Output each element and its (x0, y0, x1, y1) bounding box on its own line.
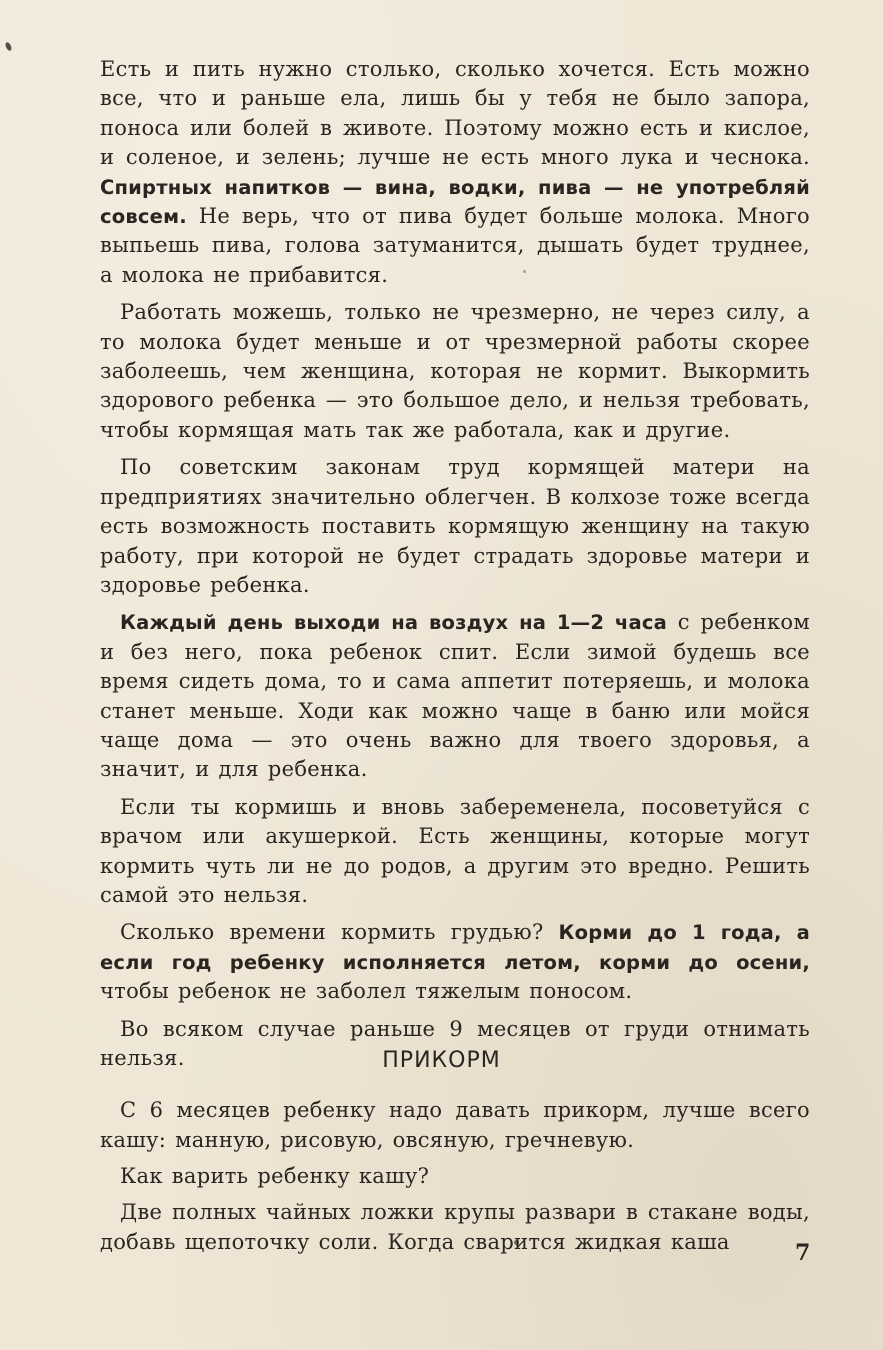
paragraph-pregnancy (100, 793, 810, 911)
paragraph-complementary-food (100, 1095, 810, 1155)
paragraph-fresh-air (100, 608, 810, 784)
section-text (100, 1095, 810, 1263)
text-run (325, 950, 343, 974)
text-run: Работать можешь, только не чрезмерно, не через силу, а то молока будет меньше и от чрезмерной работы скорее заболеешь, чем женщина, которая не кормит. Выкормить здорового ребенка — это большое дело, и нельзя требовать, чтобы кормящая мать так же работала, как и другие. (100, 300, 810, 442)
text-run: С 6 месяцев ребенку надо давать прикорм, лучше всего кашу: манную, рисовую, овсяную, гречневую. (100, 1098, 810, 1152)
text-run: Есть и пить нужно столько, сколько хочется. Есть можно все, что и раньше ела, лишь бы у тебя не было запора, поноса или болей в животе. Поэтому можно есть и кислое, и соленое, и зелень; лучше не есть много лука и чеснока. (100, 57, 810, 170)
body-text (100, 55, 810, 1081)
text-run: По советским законам труд кормящей матери на предприятиях значительно облегчен. В колхозе тоже всегда есть возможность поставить кормящую женщину на такую работу, при которой не будет страдать здоровье матери и здоровье ребенка. (100, 455, 810, 597)
text-run: Как варить ребенку кашу? (120, 1164, 430, 1188)
text-run: Сколько времени кормить грудью? (120, 920, 559, 945)
print-speck (4, 41, 12, 51)
paragraph-question (100, 1161, 810, 1191)
text-run: чтобы ребенок не заболел тяжелым поносом. (100, 979, 633, 1004)
section-heading: ПРИКОРМ (382, 1048, 501, 1073)
text-run: Две полных чайных ложки крупы развари в стакане воды, добавь щепоточку соли. Когда сварится жидкая каша (100, 1200, 810, 1254)
text-run: Не верь, что от пива будет больше молока. Много выпьешь пива, голова затуманится, дышать будет труднее, а молока не прибавится. (100, 204, 810, 287)
page-number: 7 (795, 1240, 811, 1266)
text-run: с ребенком и без него, пока ребенок спит. Если зимой будешь все время сидеть дома, то и сама аппетит потеряешь, и молока станет меньше. Ходи как можно чаще в баню или мойся чаще дома — это очень важно для твоего здоровья, а значит, и для ребенка. (100, 610, 810, 782)
bold-warning-alcohol: Спиртных напитков — вина, водки, пива — не употребляй совсем. (100, 175, 810, 229)
text-run: Если ты кормишь и вновь забеременела, посоветуйся с врачом или акушеркой. Есть женщины, которые могут кормить чуть ли не до родов, а другим это вредно. Решить самой это нельзя. (100, 794, 810, 907)
paragraph-eating (100, 55, 810, 290)
paragraph-breastfeeding-duration (100, 918, 810, 1006)
text-run: Во всяком случае раньше 9 месяцев от груди отнимать нельзя. (100, 1016, 810, 1070)
bold-feeding-duration: исполняется летом, корми до осени, (342, 950, 810, 974)
paragraph-work (100, 298, 810, 445)
paragraph-laws (100, 453, 810, 600)
paragraph-recipe (100, 1197, 810, 1257)
bold-fresh-air: Каждый день выходи на воздух на 1—2 часа (120, 611, 667, 635)
bold-feeding-duration: Корми до 1 года, а если год ребенку (100, 921, 810, 974)
